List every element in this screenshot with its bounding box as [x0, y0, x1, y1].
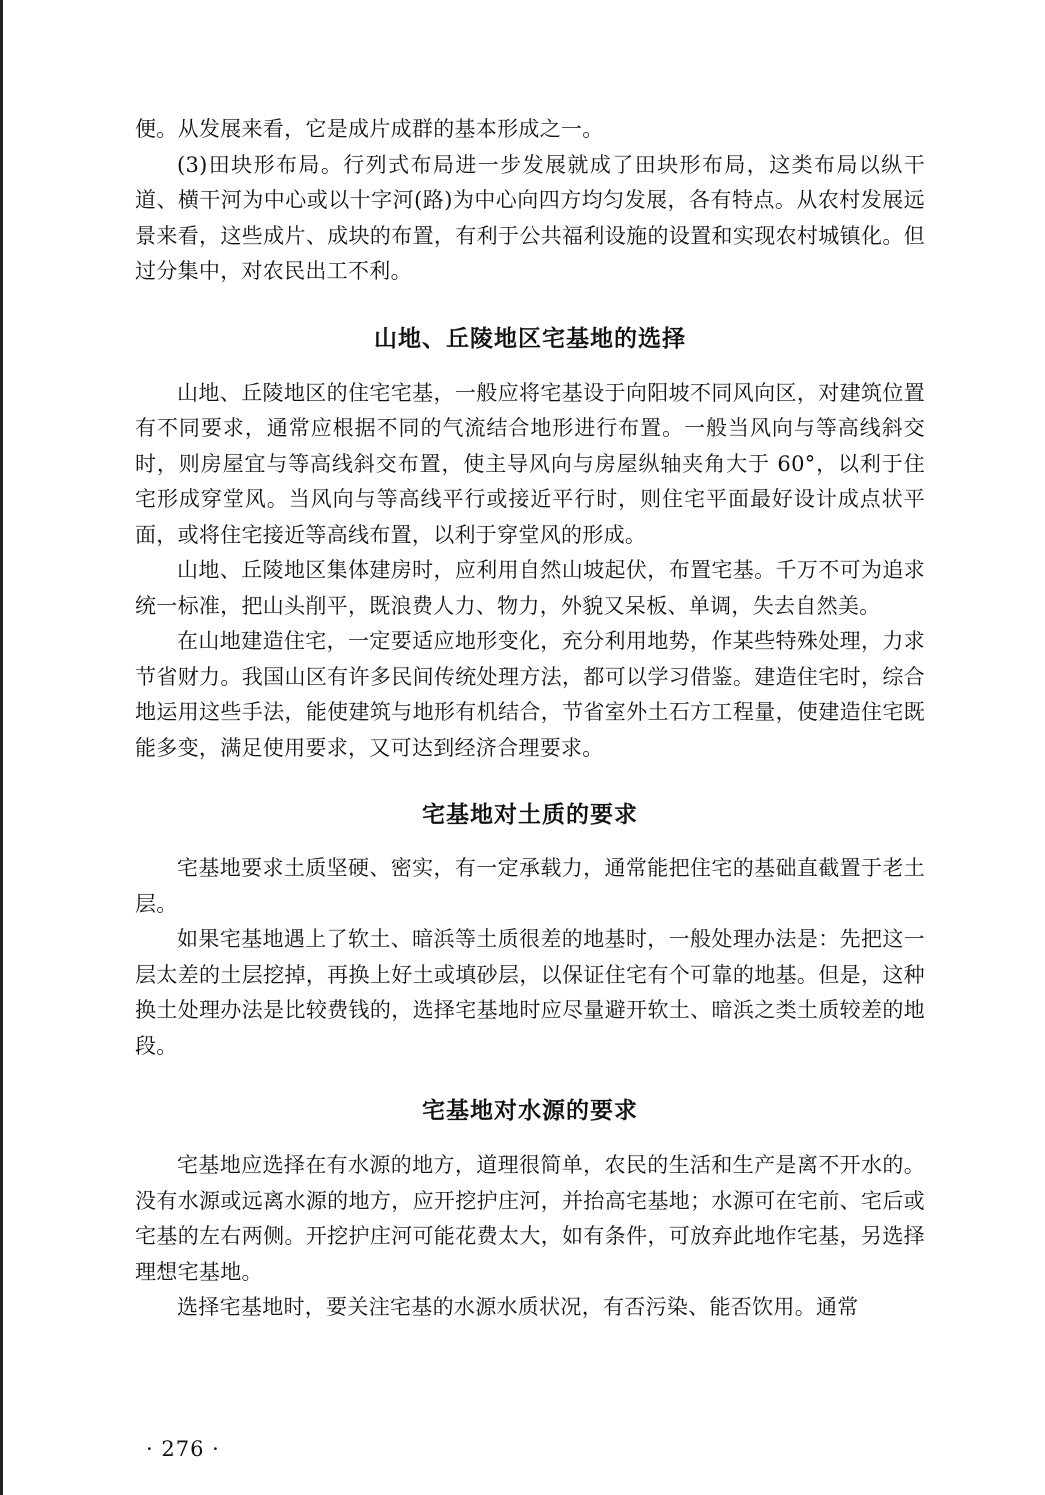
- heading-mountain-hill-homestead: 山地、丘陵地区宅基地的选择: [374, 325, 686, 352]
- paragraph-water-source: 宅基地应选择在有水源的地方，道理很简单，农民的生活和生产是离不开水的。没有水源或远离水源的地方，应开挖护庄河，并抬高宅基地；水源可在宅前、宅后或宅基的左右两侧。开挖护庄河可能花费太大，如有条件，可放弃此地作宅基，另选择理想宅基地。: [135, 1153, 925, 1284]
- paragraph-soil-soft: 如果宅基地遇上了软土、暗浜等土质很差的地基时，一般处理办法是：先把这一层太差的土层挖掉，再换上好土或填砂层，以保证住宅有个可靠的地基。但是，这种换土处理办法是比较费钱的，选择宅基地时应尽量避开软土、暗浜之类土质较差的地段。: [135, 927, 925, 1058]
- heading-soil-requirements: 宅基地对土质的要求: [422, 802, 638, 828]
- heading-water-requirements: 宅基地对水源的要求: [422, 1098, 638, 1124]
- page-number: · 276 ·: [146, 1437, 220, 1461]
- continuation-paragraph: 便。从发展来看，它是成片成群的基本形成之一。: [135, 117, 604, 141]
- paragraph-mountain-collective: 山地、丘陵地区集体建房时，应利用自然山坡起伏，布置宅基。千万不可为追求统一标准，把山头削平，既浪费人力、物力，外貌又呆板、单调，失去自然美。: [135, 558, 925, 618]
- scan-left-edge: [0, 0, 3, 1495]
- paragraph-soil-hard: 宅基地要求土质坚硬、密实，有一定承载力，通常能把住宅的基础直截置于老土层。: [135, 856, 925, 916]
- paragraph-mountain-terrain: 在山地建造住宅，一定要适应地形变化，充分利用地势，作某些特殊处理，力求节省财力。我国山区有许多民间传统处理方法，都可以学习借鉴。建造住宅时，综合地运用这些手法，能使建筑与地形有机结合，节省室外土石方工程量，使建造住宅既能多变，满足使用要求，又可达到经济合理要求。: [135, 629, 925, 760]
- paragraph-water-quality: 选择宅基地时，要关注宅基的水源水质状况，有否污染、能否饮用。通常: [177, 1295, 859, 1319]
- paragraph-mountain-wind: 山地、丘陵地区的住宅宅基，一般应将宅基设于向阳坡不同风向区，对建筑位置有不同要求，通常应根据不同的气流结合地形进行布置。一般当风向与等高线斜交时，则房屋宜与等高线斜交布置，使主导风向与房屋纵轴夹角大于 60°，以利于住宅形成穿堂风。当风向与等高线平行或接近平行时，则住宅平面最好设计成点状平面，或将住宅接近等高线布置，以利于穿堂风的形成。: [135, 380, 925, 547]
- field-layout-paragraph: (3)田块形布局。行列式布局进一步发展就成了田块形布局，这类布局以纵干道、横干河为中心或以十字河(路)为中心向四方均匀发展，各有特点。从农村发展远景来看，这些成片、成块的布置，有利于公共福利设施的设置和实现农村城镇化。但过分集中，对农民出工不利。: [135, 152, 925, 283]
- page-body: [135, 112, 925, 1326]
